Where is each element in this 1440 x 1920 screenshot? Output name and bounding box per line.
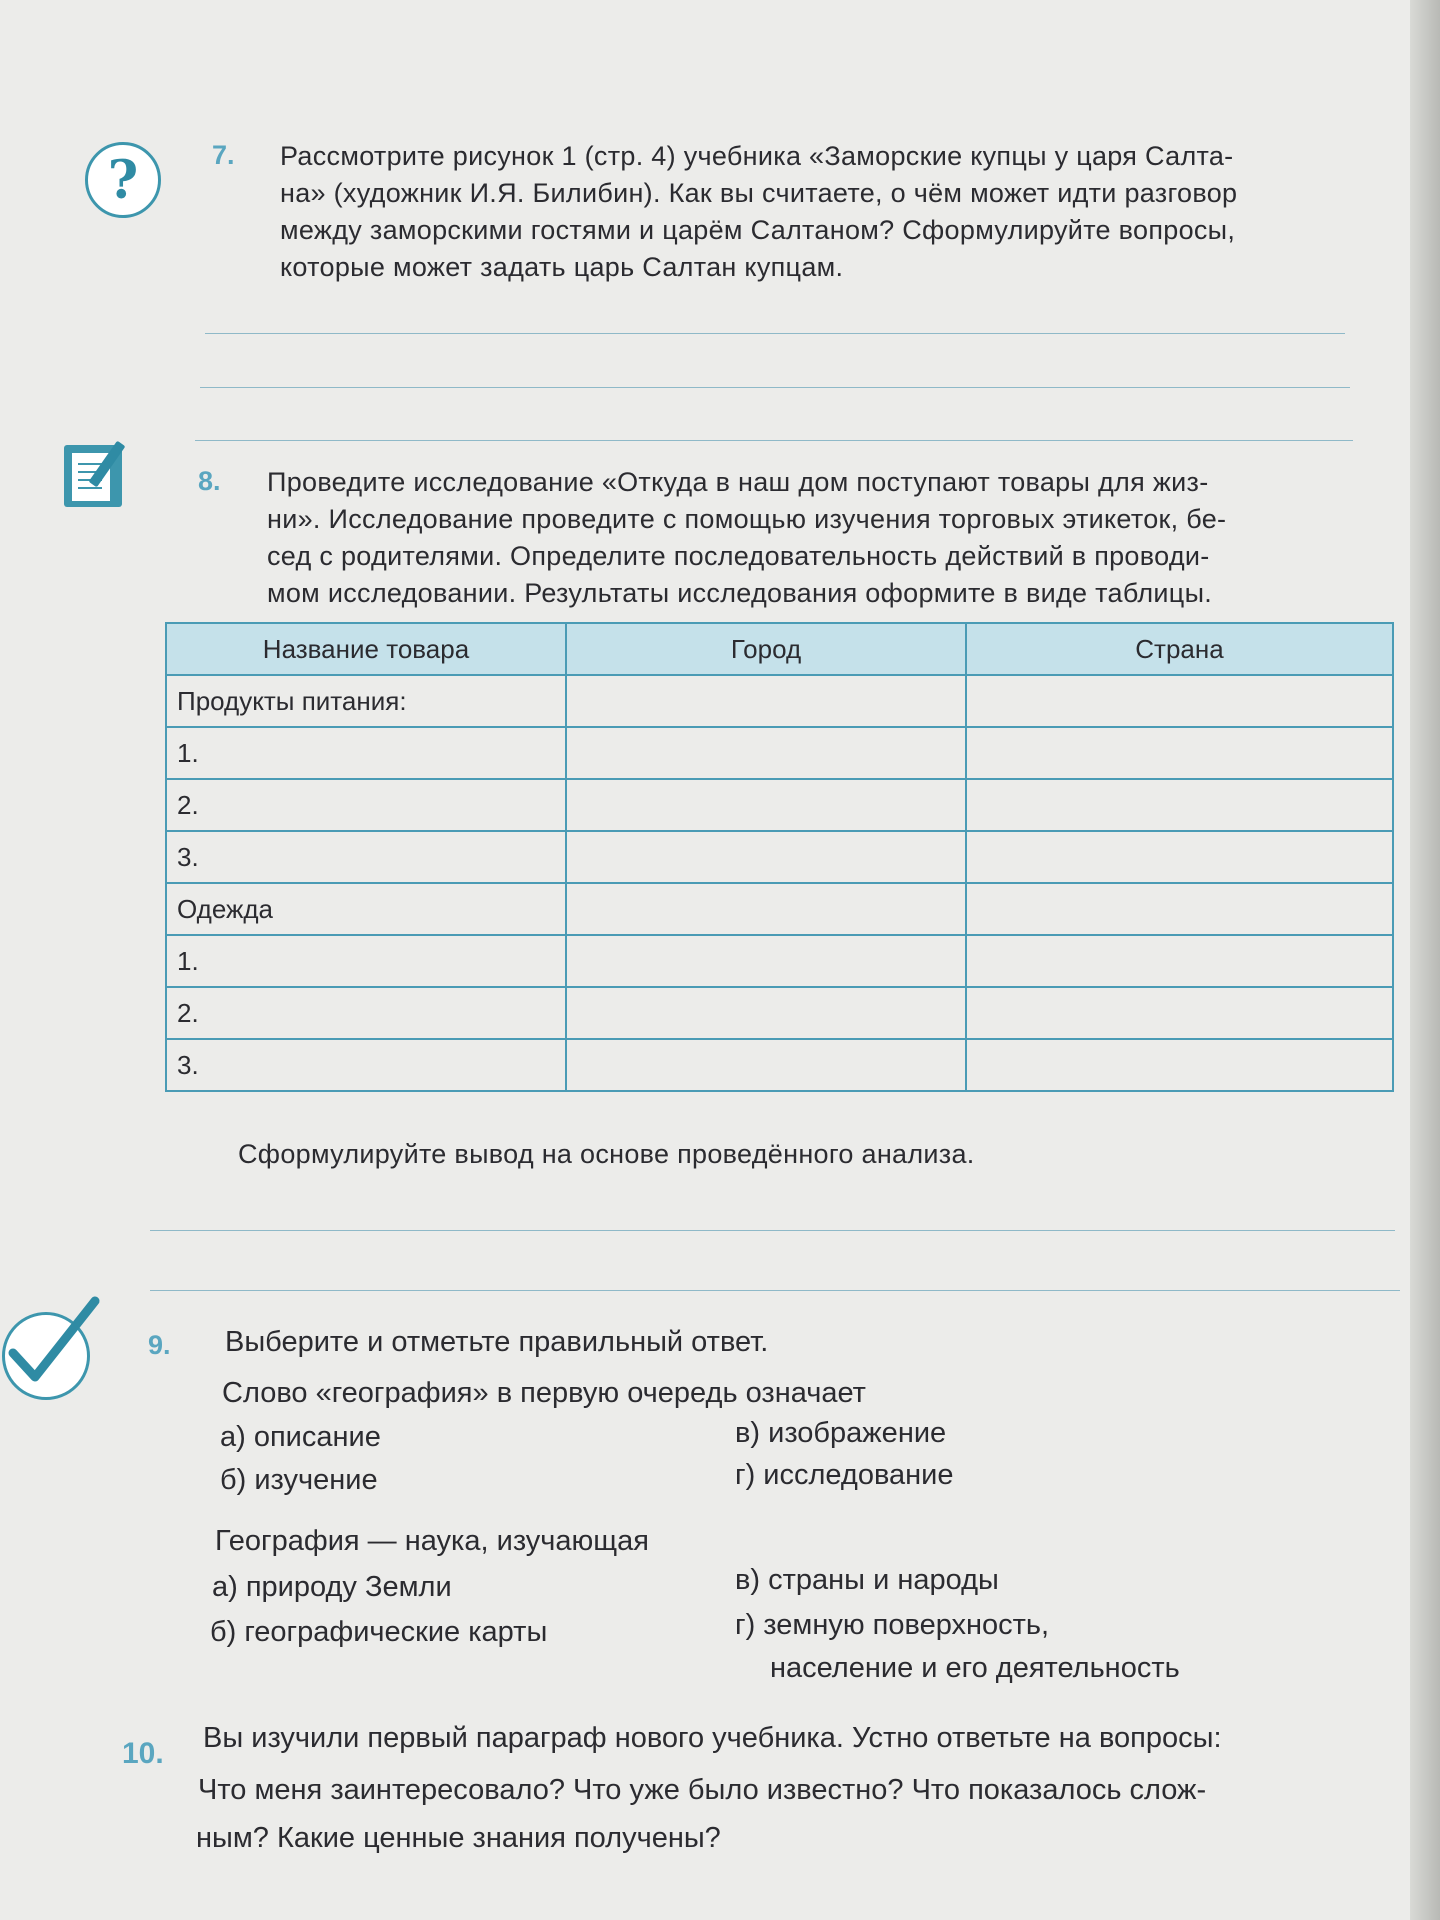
table-cell[interactable] [966, 675, 1393, 727]
table-cell: 3. [166, 1039, 566, 1091]
answer-line[interactable] [205, 333, 1345, 334]
task8-number: 8. [198, 466, 221, 496]
task9-instruction: Выберите и отметьте правильный ответ. [225, 1326, 769, 1358]
task7-line: которые может задать царь Салтан купцам. [280, 252, 844, 282]
table-row [166, 987, 1393, 1039]
task7-line: между заморскими гостями и царём Салтаном? Сформулируйте вопросы, [280, 215, 1236, 245]
column-header: Страна [966, 623, 1393, 675]
q2-prompt: География — наука, изучающая [215, 1525, 649, 1557]
task8-text [267, 464, 1377, 612]
table-row [166, 831, 1393, 883]
table-cell: 1. [166, 727, 566, 779]
answer-option[interactable]: а) описание [220, 1421, 381, 1453]
answer-line[interactable] [150, 1290, 1400, 1291]
task10-number: 10. [122, 1737, 164, 1770]
column-header: Название товара [166, 623, 566, 675]
checkmark-icon [2, 1312, 90, 1400]
answer-option[interactable]: г) исследование [735, 1459, 954, 1491]
table-cell[interactable] [966, 883, 1393, 935]
table-cell[interactable] [966, 987, 1393, 1039]
task7-text [280, 138, 1360, 286]
table-cell: 3. [166, 831, 566, 883]
page-edge [1410, 0, 1440, 1920]
conclusion-prompt: Сформулируйте вывод на основе проведённого анализа. [238, 1139, 975, 1169]
answer-option-continuation: население и его деятельность [770, 1652, 1180, 1684]
table-cell[interactable] [566, 1039, 966, 1091]
table-cell[interactable] [566, 935, 966, 987]
task8-line: мом исследовании. Результаты исследования оформите в виде таблицы. [267, 578, 1213, 608]
table-row [166, 675, 1393, 727]
table-cell[interactable] [566, 727, 966, 779]
table-cell[interactable] [566, 883, 966, 935]
table-cell: 2. [166, 779, 566, 831]
notepad-pencil-icon [64, 445, 122, 507]
answer-option[interactable]: в) страны и народы [735, 1564, 999, 1596]
table-cell: 2. [166, 987, 566, 1039]
answer-option[interactable]: а) природу Земли [212, 1571, 452, 1603]
table-cell: 1. [166, 935, 566, 987]
answer-line[interactable] [195, 440, 1353, 441]
table-cell[interactable] [566, 779, 966, 831]
q1-prompt: Слово «география» в первую очередь означает [222, 1377, 866, 1409]
table-cell[interactable] [566, 987, 966, 1039]
answer-option[interactable]: б) географические карты [210, 1616, 548, 1648]
answer-option[interactable]: б) изучение [220, 1464, 378, 1496]
task8-line: Проведите исследование «Откуда в наш дом поступают товары для жиз- [267, 467, 1209, 497]
table-cell[interactable] [966, 831, 1393, 883]
table-header-row [166, 623, 1393, 675]
table-cell[interactable] [966, 1039, 1393, 1091]
task10-line: Что меня заинтересовало? Что уже было известно? Что показалось слож- [198, 1774, 1207, 1806]
goods-table [165, 622, 1394, 1092]
answer-line[interactable] [200, 387, 1350, 388]
task10-line: Вы изучили первый параграф нового учебника. Устно ответьте на вопросы: [203, 1722, 1222, 1754]
table-cell[interactable] [566, 675, 966, 727]
table-row [166, 883, 1393, 935]
table-cell[interactable] [566, 831, 966, 883]
answer-option[interactable]: г) земную поверхность, [735, 1609, 1050, 1641]
table-row [166, 1039, 1393, 1091]
answer-line[interactable] [150, 1230, 1395, 1231]
task10-line: ным? Какие ценные знания получены? [196, 1822, 721, 1854]
table-cell[interactable] [966, 935, 1393, 987]
table-row [166, 935, 1393, 987]
table-row [166, 779, 1393, 831]
task8-line: сед с родителями. Определите последовательность действий в проводи- [267, 541, 1210, 571]
column-header: Город [566, 623, 966, 675]
task7-number: 7. [212, 140, 235, 170]
task7-line: Рассмотрите рисунок 1 (стр. 4) учебника «Заморские купцы у царя Салта- [280, 141, 1234, 171]
question-icon: ? [85, 142, 161, 218]
table-row [166, 727, 1393, 779]
table-cell[interactable] [966, 727, 1393, 779]
task8-line: ни». Исследование проведите с помощью изучения торговых этикеток, бе- [267, 504, 1227, 534]
table-cell[interactable] [966, 779, 1393, 831]
task9-number: 9. [148, 1330, 171, 1360]
task7-line: на» (художник И.Я. Билибин). Как вы считаете, о чём может идти разговор [280, 178, 1238, 208]
answer-option[interactable]: в) изображение [735, 1417, 947, 1449]
table-cell: Одежда [166, 883, 566, 935]
table-cell: Продукты питания: [166, 675, 566, 727]
